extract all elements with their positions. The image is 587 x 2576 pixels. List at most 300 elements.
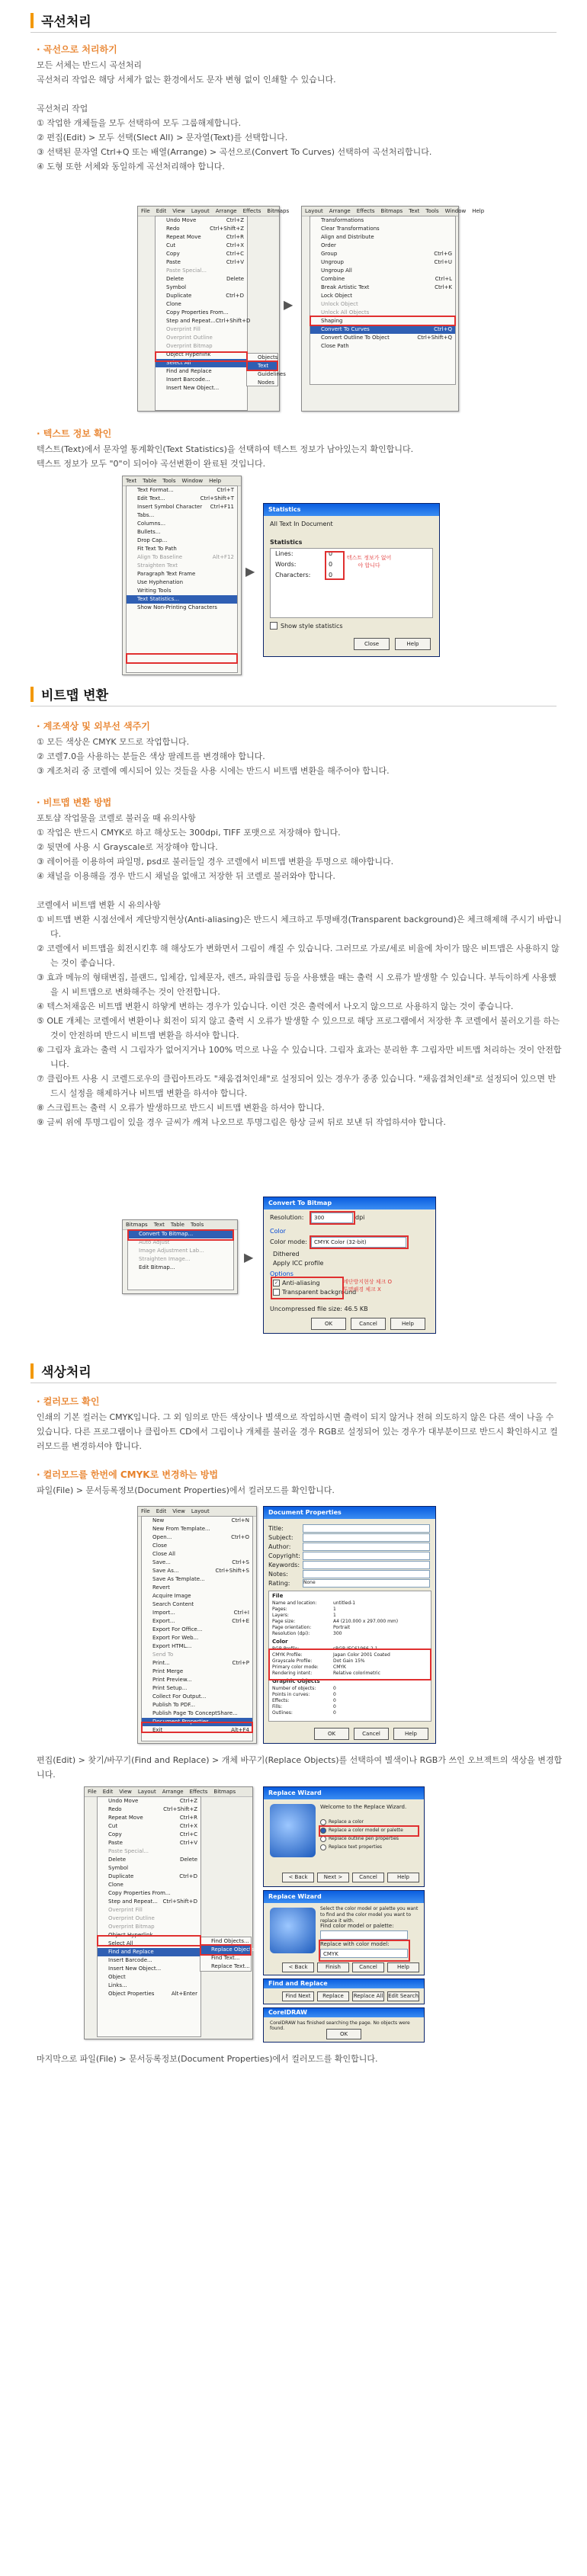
wizard-button[interactable]: < Back: [282, 1873, 314, 1882]
text-line: 포토샵 작업물을 코렐로 불러올 때 유의사항: [37, 813, 196, 823]
menu-shortcut: Alt+F4: [231, 1727, 249, 1733]
menu-item[interactable]: [127, 595, 237, 604]
doc-field-input[interactable]: [303, 1533, 430, 1542]
wizard-text: Select the color model or palette you want to find and the color model you want to replace it with.: [320, 1906, 419, 1924]
doc-info-key: CMYK Profile:: [272, 1652, 303, 1658]
menu-label[interactable]: Effects: [189, 1789, 208, 1795]
menu-item-label: Fit Text To Path: [137, 546, 177, 552]
step-item: ① 작업한 개체들을 모두 선택하여 모두 그룹해제합니다.: [37, 118, 242, 128]
doc-field: [268, 1560, 430, 1569]
menu-item-label: Print Preview...: [152, 1677, 192, 1683]
doc-info-value: 0: [333, 1704, 336, 1709]
color-mode-select[interactable]: CMYK Color (32-bit): [311, 1237, 406, 1248]
menu-item-label: Save As Template...: [152, 1576, 205, 1582]
menu-item[interactable]: [247, 370, 286, 379]
doc-field-label: Copyright:: [268, 1552, 300, 1559]
menu-label[interactable]: Layout: [191, 208, 210, 214]
menu-item[interactable]: [310, 300, 455, 309]
arrange-menu-items: [310, 216, 455, 351]
menu-item[interactable]: [98, 1873, 200, 1881]
doc-info-key: Number of objects:: [272, 1686, 316, 1691]
menu-item-label: Replace Objects...: [211, 1946, 260, 1953]
icc-option[interactable]: Apply ICC profile: [273, 1260, 324, 1267]
menu-item[interactable]: [142, 1701, 252, 1709]
menu-item[interactable]: [142, 1617, 252, 1626]
wizard-button[interactable]: Cancel: [352, 1873, 384, 1882]
menu-item-label: Object Properties: [108, 1991, 155, 1997]
menu-item[interactable]: [310, 258, 455, 267]
doc-field-label: Notes:: [268, 1570, 288, 1578]
text-line: 곡선처리 작업은 해당 서체가 없는 환경에서도 문자 변형 없이 인쇄할 수 있습니다.: [37, 75, 336, 85]
menu-item[interactable]: [98, 1889, 200, 1898]
menu-label[interactable]: Tools: [425, 208, 439, 214]
bitmap-method-body: [37, 811, 563, 1129]
menu-shortcut: Ctrl+I: [233, 1610, 249, 1616]
menu-item[interactable]: [156, 367, 247, 376]
menu-label[interactable]: Window: [444, 208, 467, 214]
menu-item[interactable]: [142, 1600, 252, 1609]
menu-item[interactable]: [128, 1255, 233, 1264]
menu-item[interactable]: [98, 1965, 200, 1973]
wizard-button[interactable]: Help: [387, 1962, 419, 1972]
wizard-illustration-icon: [270, 1908, 316, 1953]
menu-item-label: Object Hyperlink: [108, 1932, 153, 1938]
menu-item-label: Step and Repeat...: [108, 1898, 158, 1905]
menu-item-label: Find and Replace: [166, 368, 212, 374]
doc-info-key: Points in curves:: [272, 1692, 310, 1697]
menu-item[interactable]: [310, 242, 455, 250]
menu-label[interactable]: Arrange: [162, 1789, 184, 1795]
menu-item-label: Collect For Output...: [152, 1693, 207, 1700]
radio-icon[interactable]: [320, 1819, 326, 1825]
menu-item[interactable]: [142, 1533, 252, 1542]
dialog-title: Statistics: [264, 504, 439, 516]
menu-label[interactable]: Table: [170, 1222, 184, 1228]
menu-item-label: Convert To Bitmap...: [139, 1231, 194, 1237]
menu-item[interactable]: [156, 267, 247, 275]
list-item: ② 뒷면에 사용 시 Grayscale로 저장해야 합니다.: [37, 842, 218, 852]
help-button[interactable]: Help: [393, 1728, 428, 1740]
menu-item[interactable]: [310, 325, 455, 334]
checked-icon[interactable]: ✓: [274, 1280, 279, 1286]
menu-item[interactable]: [98, 1906, 200, 1914]
menu-item-label: Clear Transformations: [321, 226, 380, 232]
menu-item[interactable]: [142, 1567, 252, 1575]
menu-shortcut: Delete: [226, 276, 244, 282]
ok-button[interactable]: OK: [326, 2029, 361, 2039]
menu-item[interactable]: [127, 553, 237, 562]
menu-item[interactable]: [310, 267, 455, 275]
menu-item[interactable]: [127, 537, 237, 545]
menu-item-label: Exit: [152, 1727, 163, 1733]
menu-item[interactable]: [142, 1684, 252, 1693]
dither-option[interactable]: Dithered: [273, 1251, 300, 1258]
menu-item-label: Paragraph Text Frame: [137, 571, 196, 577]
menu-item[interactable]: [142, 1609, 252, 1617]
menu-item[interactable]: [142, 1634, 252, 1642]
menu-item[interactable]: [98, 1948, 200, 1956]
corel-bitmap-list: [37, 912, 563, 1129]
menu-item-label: Overprint Bitmap: [166, 343, 213, 349]
wizard-button[interactable]: Find Next: [282, 1991, 314, 2001]
menu-label[interactable]: Effects: [242, 208, 261, 214]
menu-label[interactable]: Bitmaps: [267, 208, 290, 214]
menu-label[interactable]: View: [172, 208, 185, 214]
menu-item[interactable]: [142, 1550, 252, 1559]
dialog-title: Convert To Bitmap: [264, 1197, 435, 1210]
replace-model-select[interactable]: CMYK: [320, 1949, 408, 1958]
list-item: ③ 레이어를 이용하여 파일명, psd로 불러들일 경우 코렐에서 비트맵 변환을 투명으로 해야합니다.: [37, 857, 394, 867]
menu-item[interactable]: [127, 495, 237, 503]
subheading-curve-convert: · 곡선으로 처리하기: [37, 43, 117, 56]
menu-shortcut: Ctrl+V: [179, 1840, 197, 1846]
menu-item[interactable]: [156, 275, 247, 284]
highlight-box: [325, 551, 345, 580]
dialog-title: Document Properties: [264, 1507, 435, 1519]
step-item: ③ 선택된 문자열 Ctrl+Q 또는 배열(Arrange) > 곡선으로(Convert To Curves) 선택하여 곡선처리합니다.: [37, 147, 432, 157]
menu-label[interactable]: File: [88, 1789, 97, 1795]
doc-field-input[interactable]: [303, 1561, 430, 1569]
menu-item[interactable]: [98, 1822, 200, 1831]
doc-info-value: 300: [333, 1631, 342, 1636]
checkbox-icon[interactable]: [270, 622, 277, 630]
menu-label[interactable]: Text: [153, 1222, 165, 1228]
menu-shortcut: Alt+Enter: [171, 1991, 197, 1997]
menu-shortcut: Ctrl+U: [434, 259, 452, 265]
list-item: ① 작업은 반드시 CMYK로 하고 해상도는 300dpi, TIFF 포맷으로 저장해야 합니다.: [37, 828, 341, 838]
highlight-box: [268, 1648, 431, 1680]
stats-value: 0: [329, 572, 333, 578]
statistics-dialog: [263, 503, 440, 657]
doc-info-key: Rendering intent:: [272, 1671, 313, 1676]
subheading-cmyk-method: · 컬러모드를 한번에 CMYK로 변경하는 방법: [37, 1468, 218, 1481]
menu-item[interactable]: [156, 292, 247, 300]
menu-item[interactable]: [98, 1864, 200, 1873]
menu-item-label: Close: [152, 1543, 168, 1549]
ok-button[interactable]: OK: [311, 1318, 346, 1330]
wizard-button[interactable]: Next >: [317, 1873, 349, 1882]
menu-item[interactable]: [128, 1264, 233, 1272]
menu-item[interactable]: [98, 1881, 200, 1889]
menu-label[interactable]: Layout: [305, 208, 323, 214]
wizard-button[interactable]: < Back: [282, 1962, 314, 1972]
doc-info-row: [269, 1613, 431, 1619]
step-item: ④ 도형 또한 서체와 동일하게 곡선처리해야 합니다.: [37, 162, 225, 171]
menu-item[interactable]: [98, 1990, 200, 1998]
menu-item[interactable]: [127, 578, 237, 587]
menu-item[interactable]: [142, 1693, 252, 1701]
menu-item[interactable]: [200, 1962, 251, 1971]
menu-item[interactable]: [142, 1559, 252, 1567]
menu-shortcut: Ctrl+Shift+Q: [417, 335, 452, 341]
menu-label[interactable]: Arrange: [215, 208, 237, 214]
menu-label[interactable]: Edit: [156, 208, 167, 214]
menu-item-label: Select All: [166, 360, 191, 366]
menu-item[interactable]: [156, 300, 247, 309]
menu-label: Tools: [162, 478, 176, 484]
menu-label[interactable]: Edit: [102, 1789, 114, 1795]
curve-steps: [37, 116, 563, 174]
menu-item[interactable]: [98, 1982, 200, 1990]
menu-item[interactable]: [156, 225, 247, 233]
cmyk-step3: 마지막으로 파일(File) > 문서등록정보(Document Properties)에서 컬러모드를 확인합니다.: [37, 2054, 378, 2064]
menu-item[interactable]: [156, 317, 251, 325]
menu-item[interactable]: [142, 1525, 252, 1533]
text-line: 코렐에서 비트맵 변환 시 유의사항: [37, 900, 161, 910]
menu-item[interactable]: [310, 342, 455, 351]
close-button[interactable]: Close: [354, 638, 390, 650]
doc-info-value: 0: [333, 1692, 336, 1697]
menu-item[interactable]: [127, 604, 237, 612]
menu-label[interactable]: Bitmaps: [126, 1222, 148, 1228]
menu-item[interactable]: [127, 486, 237, 495]
menu-item[interactable]: [142, 1659, 252, 1668]
menu-item[interactable]: [98, 1914, 200, 1923]
menu-item[interactable]: [127, 562, 237, 570]
wizard-text: Welcome to the Replace Wizard.: [320, 1804, 407, 1810]
menu-item[interactable]: [156, 325, 247, 334]
text-line: 텍스트(Text)에서 문자열 통계확인(Text Statistics)을 선택하여 텍스트 정보가 남아있는지 확인합니다.: [37, 444, 414, 454]
doc-field-input[interactable]: [303, 1524, 430, 1533]
menu-item-label: Symbol: [166, 284, 187, 290]
menu-item[interactable]: [98, 1898, 200, 1906]
menu-label[interactable]: Layout: [137, 1789, 156, 1795]
menu-item[interactable]: [310, 225, 455, 233]
menu-item-label: Redo: [108, 1806, 122, 1812]
doc-field-input[interactable]: [303, 1543, 430, 1551]
menu-label[interactable]: Tools: [190, 1222, 204, 1228]
menu-item-label: Close All: [152, 1551, 175, 1557]
find-model-label: Find color model or palette:: [320, 1923, 394, 1929]
highlight-box: [310, 1235, 409, 1249]
wizard-option[interactable]: [320, 1843, 419, 1851]
menu-item[interactable]: [127, 587, 237, 595]
menu-label[interactable]: Bitmaps: [380, 208, 403, 214]
highlight-box: [200, 1944, 252, 1956]
menu-item[interactable]: [98, 1847, 200, 1856]
menu-item[interactable]: [142, 1626, 252, 1634]
menu-item[interactable]: [127, 511, 237, 520]
arrow-right-icon: ▶: [244, 1250, 254, 1264]
menu-item-label: Writing Tools: [137, 588, 172, 594]
menu-item[interactable]: [156, 309, 247, 317]
menu-item-label: Insert New Object...: [108, 1966, 162, 1972]
menu-item[interactable]: [142, 1575, 252, 1584]
menu-item-label: Search Content: [152, 1601, 194, 1607]
menu-item[interactable]: [156, 376, 247, 384]
menu-item-label: Duplicate: [166, 293, 192, 299]
menu-item-label: Replace Text...: [211, 1963, 250, 1969]
menu-item-label: Text Statistics...: [137, 596, 180, 602]
doc-info-value: 1: [333, 1607, 336, 1612]
screenshot-text-menu: [122, 476, 242, 675]
menu-item-label: Links...: [108, 1982, 127, 1988]
menu-shortcut: Ctrl+Shift+D: [162, 1898, 197, 1905]
show-style-stats[interactable]: [270, 622, 343, 630]
menu-item[interactable]: [310, 284, 455, 292]
edit-menu: [97, 1796, 201, 2037]
menu-item[interactable]: [156, 258, 247, 267]
menu-item[interactable]: [142, 1542, 252, 1550]
menu-item[interactable]: [310, 233, 455, 242]
stats-key: Lines:: [275, 550, 294, 557]
doc-info-row: [269, 1600, 431, 1607]
menu-item[interactable]: [142, 1709, 252, 1718]
doc-field-label: Subject:: [268, 1533, 294, 1541]
menu-item[interactable]: [156, 284, 247, 292]
menu-item[interactable]: [310, 216, 455, 225]
menu-item-label: Overprint Outline: [108, 1915, 155, 1921]
menu-label[interactable]: View: [119, 1789, 132, 1795]
menu-item[interactable]: [142, 1517, 252, 1525]
menu-item[interactable]: [142, 1651, 252, 1659]
menu-item-label: Bullets...: [137, 529, 161, 535]
subheading-bitmap-method: · 비트맵 변환 방법: [37, 796, 111, 809]
menu-item-label: Auto Adjust: [139, 1239, 170, 1245]
menu-item[interactable]: [142, 1676, 252, 1684]
section-title-color: [30, 1361, 91, 1380]
menu-item[interactable]: [98, 1814, 200, 1822]
doc-field-input[interactable]: [303, 1570, 430, 1578]
menu-shortcut: Ctrl+Shift+D: [215, 318, 251, 324]
menu-item[interactable]: [142, 1642, 252, 1651]
arrow-right-icon: ▶: [245, 564, 255, 578]
menu-item[interactable]: [98, 1973, 200, 1982]
uncompressed-size: Uncompressed file size: 46.5 KB: [270, 1306, 368, 1312]
menu-item[interactable]: [98, 1797, 200, 1805]
menu-item[interactable]: [156, 384, 247, 392]
menu-item[interactable]: [127, 520, 237, 528]
menu-item-label: Straighten Text: [137, 562, 178, 569]
menu-item-label: Insert Barcode...: [108, 1957, 152, 1963]
menu-item[interactable]: [127, 545, 237, 553]
cancel-button[interactable]: Cancel: [351, 1318, 386, 1330]
cancel-button[interactable]: Cancel: [354, 1728, 389, 1740]
menu-label[interactable]: File: [141, 208, 150, 214]
menu-item[interactable]: [98, 1856, 200, 1864]
menu-item[interactable]: [156, 233, 247, 242]
menu-shortcut: Ctrl+G: [434, 251, 452, 257]
menu-item[interactable]: [98, 1956, 200, 1965]
alert-text: CorelDRAW has finished searching the page. No objects were found.: [270, 2020, 410, 2031]
menu-item[interactable]: [98, 1839, 200, 1847]
wizard-option-label: Replace outline pen properties: [329, 1836, 399, 1841]
text-line: 텍스트 정보가 모두 "0"이 되어야 곡선변환이 완료된 것입니다.: [37, 459, 266, 469]
menu-item-label: Use Hyphenation: [137, 579, 184, 585]
menu-item[interactable]: [127, 503, 237, 511]
menu-item[interactable]: [310, 250, 455, 258]
menu-shortcut: Ctrl+Z: [179, 1798, 197, 1804]
wizard-illustration-icon: [270, 1804, 316, 1857]
highlight-box: [271, 1277, 344, 1299]
menu-item-label: Objects: [258, 354, 278, 360]
doc-field: [268, 1533, 430, 1542]
menu-shortcut: Ctrl+O: [231, 1534, 249, 1540]
highlight-box: [126, 653, 238, 664]
find-model-select[interactable]: [320, 1930, 408, 1940]
list-item: ③ 계조처리 중 코렐에 예시되어 있는 것들을 사용 시에는 반드시 비트맵 변환을 해주어야 합니다.: [37, 766, 390, 776]
menu-item-label: Overprint Bitmap: [108, 1924, 155, 1930]
menu-label[interactable]: Text: [409, 208, 420, 214]
wizard-button[interactable]: Finish: [317, 1962, 349, 1972]
menu-item[interactable]: [156, 216, 247, 225]
menu-item[interactable]: [142, 1668, 252, 1676]
menu-item[interactable]: [128, 1247, 233, 1255]
resolution-label: Resolution:: [270, 1214, 304, 1221]
find-replace-toolbar: [263, 1978, 425, 2004]
menu-label: Text: [126, 478, 137, 484]
menu-item-label: Undo Move: [166, 217, 197, 223]
list-item: ③ 효과 메뉴의 형태변집, 블랜드, 입체감, 입체문자, 렌즈, 파워클립 등을 사용했을 때는 출력 시 오류가 발생할 수 있습니다. 부득이하게 사용했을 시 비트맵으로 변화해주는 것이 안전합니다.: [37, 972, 557, 997]
doc-field: [268, 1578, 430, 1588]
doc-info-value: 0: [333, 1710, 336, 1716]
menu-label[interactable]: Effects: [356, 208, 375, 214]
menu-item[interactable]: [310, 334, 455, 342]
menu-shortcut: Ctrl+D: [226, 293, 244, 299]
menu-item[interactable]: [310, 292, 455, 300]
wizard-button[interactable]: Help: [387, 1873, 419, 1882]
doc-field-input[interactable]: [303, 1552, 430, 1560]
menu-item-label: Order: [321, 242, 336, 248]
ok-button[interactable]: OK: [314, 1728, 349, 1740]
menu-item[interactable]: [156, 242, 247, 250]
convert-bitmap-dialog: [263, 1197, 436, 1334]
menu-item[interactable]: [310, 275, 455, 284]
edit-menu: [155, 216, 251, 411]
doc-field-input[interactable]: None: [303, 1579, 430, 1588]
menu-label[interactable]: Bitmaps: [213, 1789, 236, 1795]
help-button[interactable]: Help: [395, 638, 431, 650]
menu-item[interactable]: [142, 1592, 252, 1600]
doc-field-label: Author:: [268, 1543, 291, 1550]
menu-item[interactable]: [98, 1923, 200, 1931]
menu-item-label: Print Setup...: [152, 1685, 188, 1691]
replace-wizard-step1: [263, 1786, 425, 1887]
list-item: ① 비트맵 변환 시점선에서 계단방지현상(Anti-aliasing)은 반드시 체크하고 투명배경(Transparent background)은 체크해제해 주시기 바랍니다.: [37, 915, 562, 939]
section-title-bitmap: [30, 684, 108, 703]
menu-item[interactable]: [127, 570, 237, 578]
menu-label: Window: [181, 478, 204, 484]
wizard-button[interactable]: Replace All: [352, 1991, 384, 2001]
help-button[interactable]: Help: [390, 1318, 425, 1330]
wizard-option-label: Replace a color model or palette: [329, 1828, 403, 1833]
wizard-button[interactable]: Cancel: [352, 1962, 384, 1972]
edit-menu-items: [156, 216, 251, 392]
menu-item[interactable]: [156, 334, 247, 342]
menu-label[interactable]: Help: [472, 208, 485, 214]
wizard-button[interactable]: Edit Search: [387, 1991, 419, 2001]
menu-item[interactable]: [98, 1805, 200, 1814]
menu-item-label: Show Non-Printing Characters: [137, 604, 217, 610]
resolution-input[interactable]: 300: [311, 1213, 353, 1223]
menu-item-label: Align and Distribute: [321, 234, 374, 240]
menu-item[interactable]: [156, 342, 247, 351]
menu-item[interactable]: [98, 1831, 200, 1839]
menu-item-label: New From Template...: [152, 1526, 210, 1532]
menu-item[interactable]: [142, 1584, 252, 1592]
menu-item-label: Insert New Object...: [166, 385, 220, 391]
doc-info-key: Effects:: [272, 1698, 290, 1703]
menu-item-label: Delete: [166, 276, 184, 282]
menu-label[interactable]: Arrange: [329, 208, 351, 214]
menu-item-label: Undo Move: [108, 1798, 139, 1804]
menu-item-label: Close Path: [321, 343, 349, 349]
menu-item[interactable]: [247, 379, 277, 387]
wizard-button[interactable]: Replace: [317, 1991, 349, 2001]
menu-item[interactable]: [127, 528, 237, 537]
radio-icon[interactable]: [320, 1844, 326, 1850]
menu-item[interactable]: [156, 250, 247, 258]
